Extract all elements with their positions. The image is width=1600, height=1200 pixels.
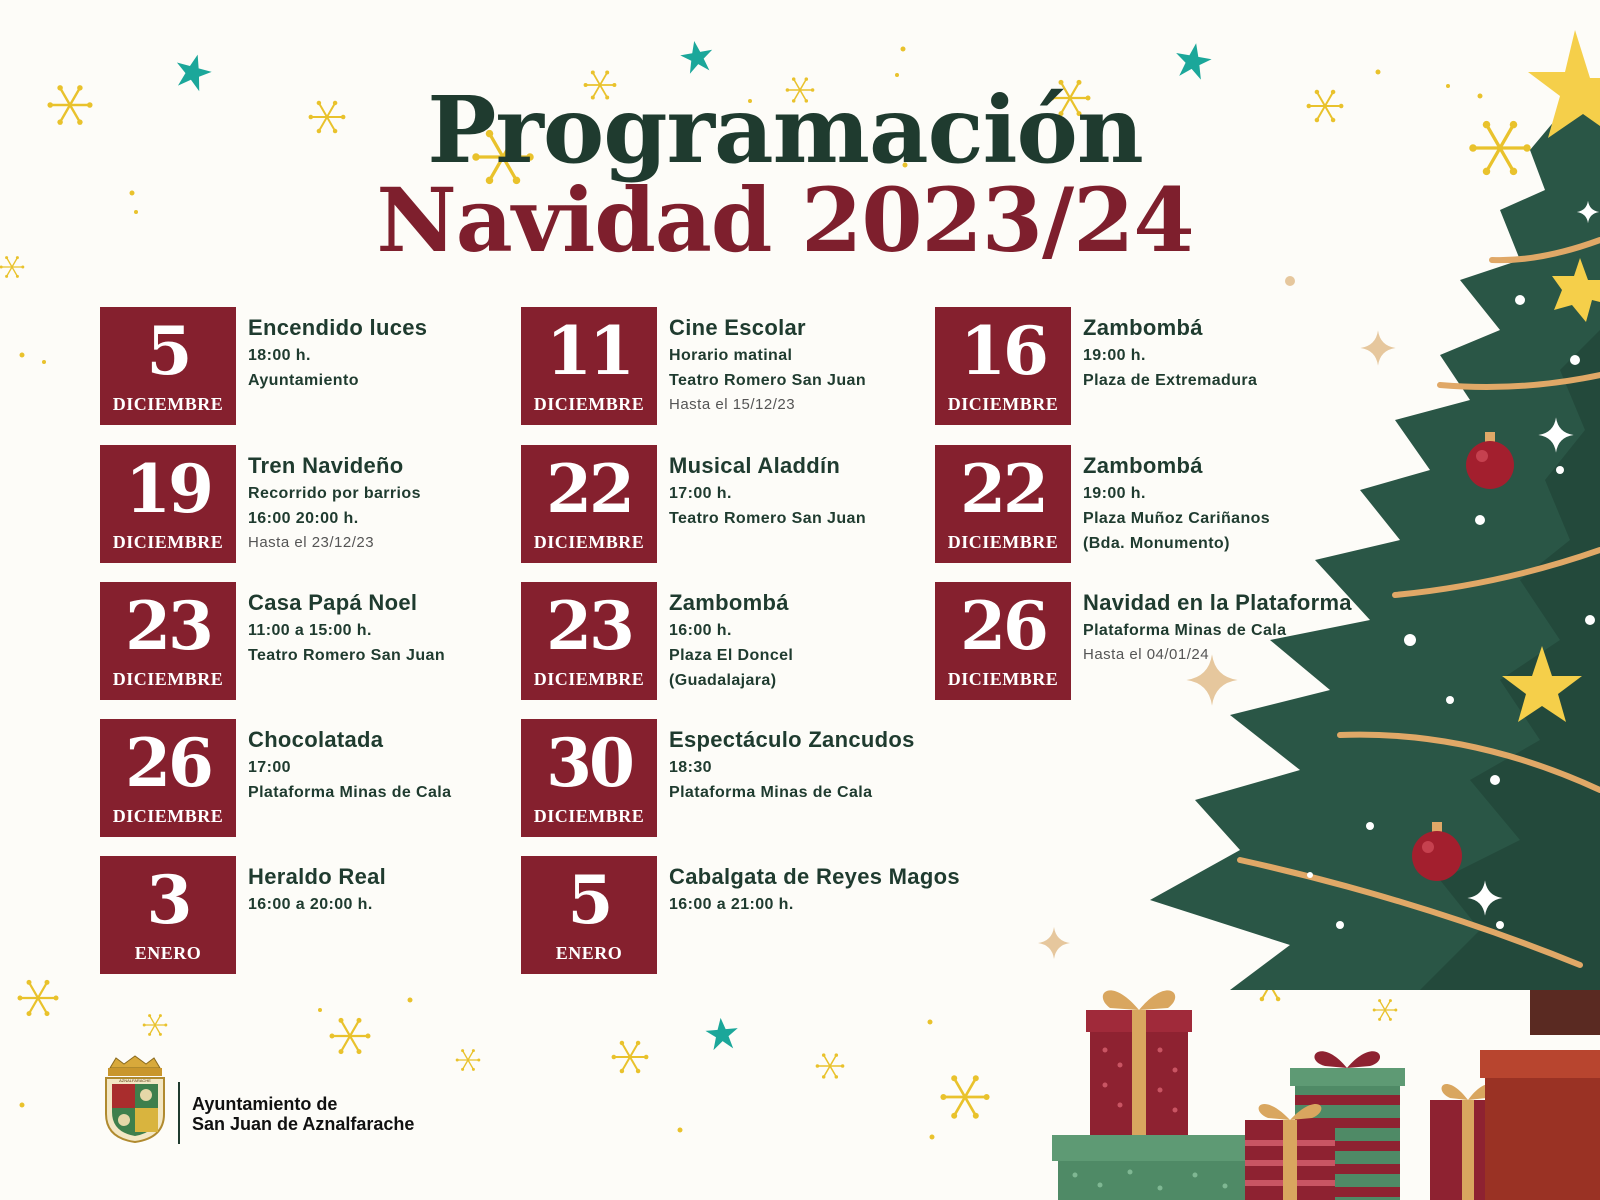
event-card [521, 307, 921, 425]
event-detail: 16:00 20:00 h. [248, 510, 359, 527]
page-subtitle: Navidad 2023/24 [376, 168, 1194, 272]
date-month: DICIEMBRE [112, 394, 224, 414]
date-badge [521, 856, 657, 974]
date-day: 3 [146, 861, 190, 939]
date-badge [521, 307, 657, 425]
event-title: Zambombá [1083, 453, 1203, 478]
event-title: Heraldo Real [248, 864, 387, 889]
date-month: DICIEMBRE [533, 669, 645, 689]
date-month: ENERO [134, 943, 202, 963]
date-badge [935, 307, 1071, 425]
event-detail: 17:00 [248, 759, 291, 776]
event-card [521, 445, 921, 563]
organization-line: San Juan de Aznalfarache [192, 1114, 415, 1134]
event-note: Hasta el 23/12/23 [248, 534, 375, 551]
date-day: 22 [546, 450, 632, 528]
event-detail: Teatro Romero San Juan [248, 647, 445, 664]
event-detail: 16:00 a 20:00 h. [248, 896, 373, 913]
event-title: Chocolatada [248, 727, 384, 752]
date-month: DICIEMBRE [947, 532, 1059, 552]
event-detail: 19:00 h. [1083, 485, 1146, 502]
event-note: Hasta el 15/12/23 [669, 396, 796, 413]
event-detail: Ayuntamiento [248, 372, 359, 389]
event-detail: Plaza Muñoz Cariñanos [1083, 510, 1271, 527]
date-day: 23 [546, 587, 632, 665]
date-day: 19 [125, 450, 211, 528]
event-card [521, 582, 921, 700]
date-badge [100, 856, 236, 974]
date-badge [935, 582, 1071, 700]
event-title: Espectáculo Zancudos [669, 727, 915, 752]
event-card [521, 856, 960, 974]
event-detail: Plaza de Extremadura [1083, 372, 1258, 389]
date-day: 26 [960, 587, 1046, 665]
event-title: Cine Escolar [669, 315, 806, 340]
event-card [935, 582, 1352, 700]
event-detail: 17:00 h. [669, 485, 732, 502]
event-title: Cabalgata de Reyes Magos [669, 864, 960, 889]
event-detail: Plataforma Minas de Cala [669, 784, 873, 801]
date-day: 5 [567, 861, 611, 939]
date-month: ENERO [555, 943, 623, 963]
town-crest-icon [100, 1054, 170, 1144]
gift-box-icon [1052, 990, 1600, 1200]
event-title: Navidad en la Plataforma [1083, 590, 1352, 615]
svg-text:AZNALFARACHE: AZNALFARACHE [119, 1078, 151, 1083]
date-day: 23 [125, 587, 211, 665]
date-badge [521, 445, 657, 563]
organization-name [192, 1094, 414, 1134]
event-detail: 19:00 h. [1083, 347, 1146, 364]
event-detail: Teatro Romero San Juan [669, 510, 866, 527]
event-title: Tren Navideño [248, 453, 404, 478]
date-badge [100, 719, 236, 837]
event-detail: Plataforma Minas de Cala [248, 784, 452, 801]
event-detail: Plataforma Minas de Cala [1083, 622, 1287, 639]
page-title: Programación [427, 76, 1143, 184]
event-card [100, 582, 500, 700]
date-month: DICIEMBRE [533, 532, 645, 552]
event-card [935, 307, 1335, 425]
date-day: 26 [125, 724, 211, 802]
event-card [100, 719, 500, 837]
event-detail: Teatro Romero San Juan [669, 372, 866, 389]
event-note: Hasta el 04/01/24 [1083, 646, 1210, 663]
event-card [935, 445, 1335, 563]
date-month: DICIEMBRE [533, 806, 645, 826]
event-card [100, 307, 500, 425]
date-day: 22 [960, 450, 1046, 528]
event-detail: (Guadalajara) [669, 672, 777, 689]
date-month: DICIEMBRE [533, 394, 645, 414]
date-badge [521, 582, 657, 700]
event-detail: 11:00 a 15:00 h. [248, 622, 372, 639]
date-month: DICIEMBRE [112, 806, 224, 826]
date-day: 16 [960, 312, 1046, 390]
event-detail: Horario matinal [669, 347, 793, 364]
date-badge [100, 307, 236, 425]
date-day: 30 [546, 724, 632, 802]
event-detail: 16:00 a 21:00 h. [669, 896, 794, 913]
event-detail: 18:30 [669, 759, 712, 776]
event-detail: Plaza El Doncel [669, 647, 794, 664]
date-month: DICIEMBRE [947, 669, 1059, 689]
event-title: Encendido luces [248, 315, 428, 340]
date-badge [521, 719, 657, 837]
date-day: 11 [546, 312, 632, 390]
event-title: Musical Aladdín [669, 453, 841, 478]
date-month: DICIEMBRE [947, 394, 1059, 414]
date-month: DICIEMBRE [112, 532, 224, 552]
event-detail: (Bda. Monumento) [1083, 535, 1230, 552]
event-card [100, 445, 500, 563]
date-badge [100, 582, 236, 700]
date-badge [935, 445, 1071, 563]
footer-divider [178, 1082, 180, 1144]
event-detail: 16:00 h. [669, 622, 732, 639]
event-title: Casa Papá Noel [248, 590, 418, 615]
event-detail: Recorrido por barrios [248, 485, 421, 502]
date-month: DICIEMBRE [112, 669, 224, 689]
date-day: 5 [146, 312, 190, 390]
date-badge [100, 445, 236, 563]
event-detail: 18:00 h. [248, 347, 311, 364]
event-card [521, 719, 921, 837]
event-title: Zambombá [1083, 315, 1203, 340]
event-title: Zambombá [669, 590, 789, 615]
event-card [100, 856, 500, 974]
organization-line: Ayuntamiento de [192, 1094, 338, 1114]
